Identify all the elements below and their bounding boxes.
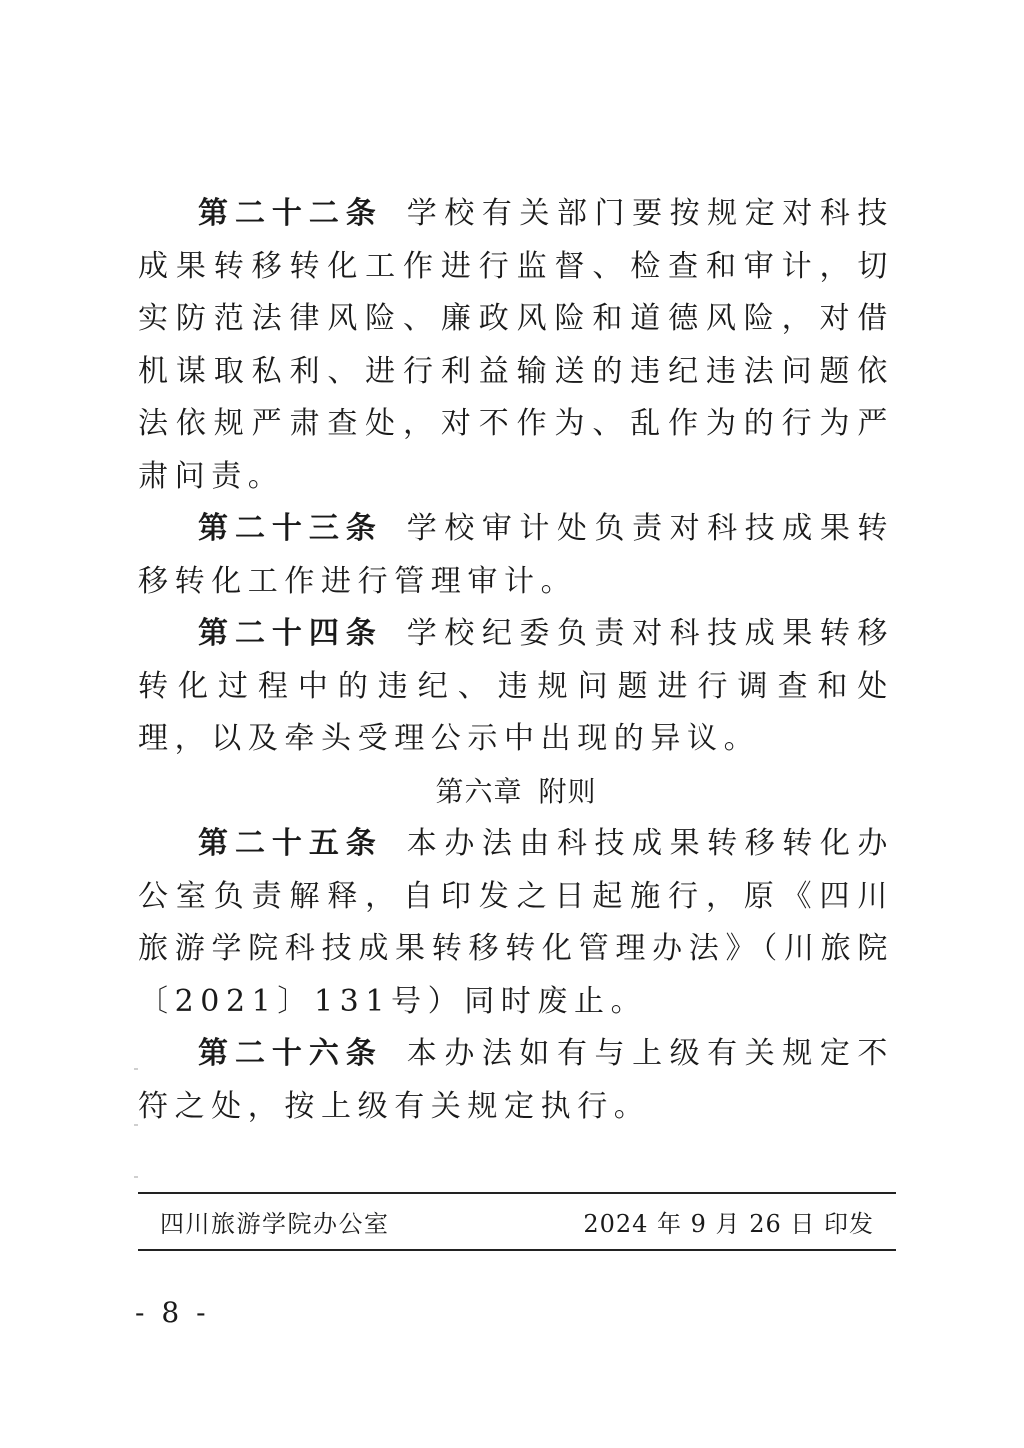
article-26-label: 第二十六条 xyxy=(198,1036,383,1071)
article-25-label: 第二十五条 xyxy=(198,826,383,861)
article-23 xyxy=(138,503,894,608)
chapter-number: 第六章 xyxy=(435,774,523,808)
article-26-text: 本办法如有与上级有关规定不符之处，按上级有关规定执行。 xyxy=(138,1036,894,1124)
article-24 xyxy=(138,608,894,766)
article-23-text: 学校审计处负责对科技成果转移转化工作进行管理审计。 xyxy=(138,511,894,599)
chapter-title: 附则 xyxy=(538,774,597,808)
issue-date: 2024 年 9 月 26 日 印发 xyxy=(583,1210,874,1238)
article-24-label: 第二十四条 xyxy=(198,616,383,651)
issuer-name: 四川旅游学院办公室 xyxy=(160,1210,390,1238)
document-body xyxy=(138,188,894,1133)
scan-mark xyxy=(134,1068,138,1070)
scan-mark xyxy=(134,1176,138,1178)
scan-mark xyxy=(134,1124,138,1126)
chapter-heading xyxy=(138,766,894,819)
footer-top-rule xyxy=(138,1192,896,1194)
article-24-text: 学校纪委负责对科技成果转移转化过程中的违纪、违规问题进行调查和处理，以及牵头受理公示中出现的异议。 xyxy=(138,616,894,756)
page-number: - 8 - xyxy=(135,1296,210,1329)
footer-bottom-rule xyxy=(138,1249,896,1251)
article-22 xyxy=(138,188,894,503)
article-26 xyxy=(138,1028,894,1133)
article-25-text: 本办法由科技成果转移转化办公室负责解释，自印发之日起施行，原《四川旅游学院科技成果转移转化管理办法》（川旅院〔2021〕131号）同时废止。 xyxy=(138,826,894,1019)
article-22-text: 学校有关部门要按规定对科技成果转移转化工作进行监督、检查和审计，切实防范法律风险、廉政风险和道德风险，对借机谋取私利、进行利益输送的违纪违法问题依法依规严肃查处，对不作为、乱作为的行为严肃问责。 xyxy=(138,196,894,494)
article-25 xyxy=(138,818,894,1028)
article-23-label: 第二十三条 xyxy=(198,511,383,546)
article-22-label: 第二十二条 xyxy=(198,196,383,231)
